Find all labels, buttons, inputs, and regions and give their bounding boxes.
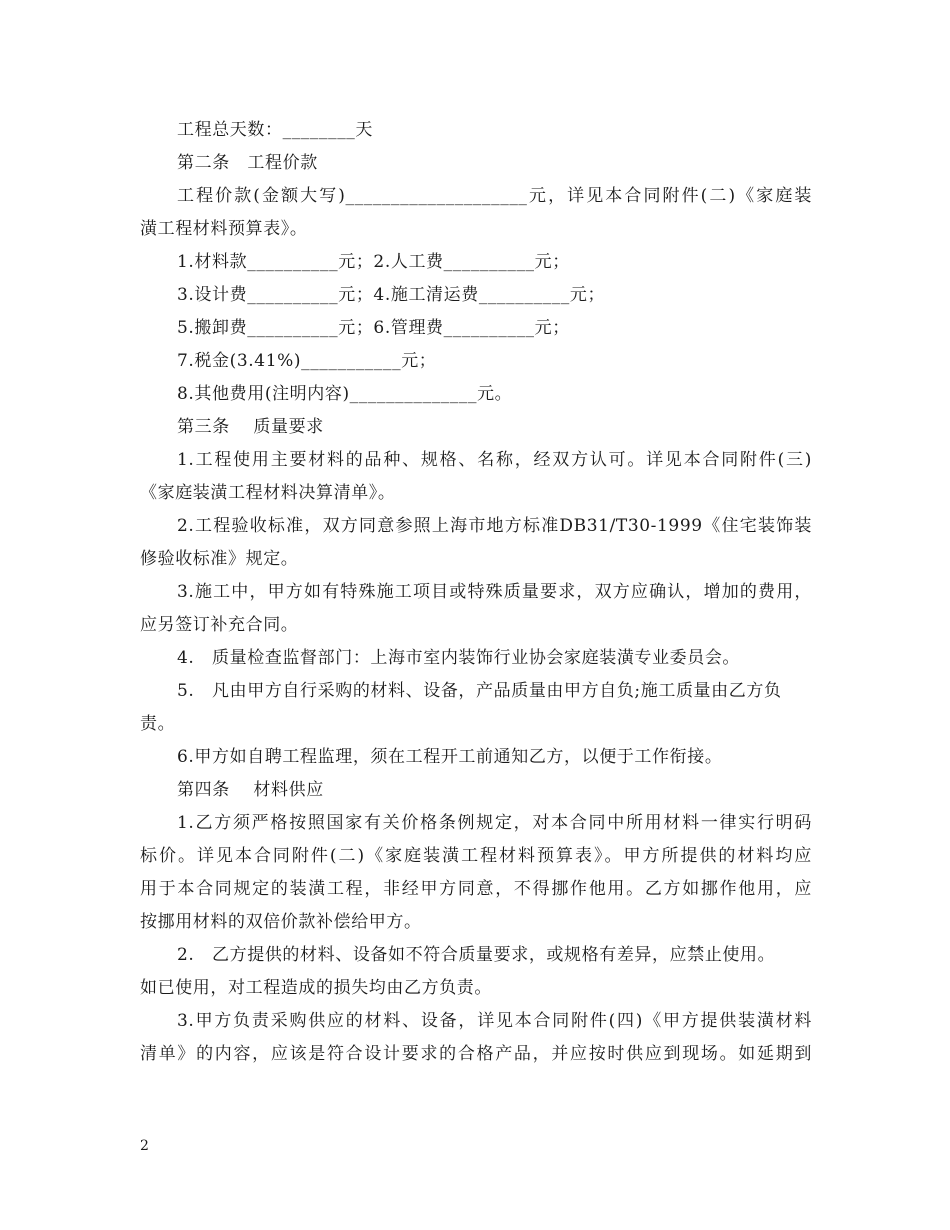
text-line: 潢工程材料预算表》。 <box>140 219 308 239</box>
text-line: 1.乙方须严格按照国家有关价格条例规定，对本合同中所用材料一律实行明码 <box>177 813 812 833</box>
text-line: 清单》的内容，应该是符合设计要求的合格产品，并应按时供应到现场。如延期到 <box>140 1044 812 1064</box>
text-line: 标价。详见本合同附件(二)《家庭装潢工程材料预算表》。甲方所提供的材料均应 <box>140 846 812 866</box>
text-line: 第三条 质量要求 <box>177 417 324 437</box>
text-line: 3.甲方负责采购供应的材料、设备，详见本合同附件(四)《甲方提供装潢材料 <box>177 1011 812 1031</box>
text-line: 修验收标准》规定。 <box>140 549 299 569</box>
text-line: 2. 乙方提供的材料、设备如不符合质量要求，或规格有差异，应禁止使用。 <box>177 945 776 965</box>
text-line: 5. 凡由甲方自行采购的材料、设备，产品质量由甲方自负;施工质量由乙方负 <box>177 681 782 701</box>
text-line: 责。 <box>140 714 176 734</box>
text-line: 1.材料款__________元；2.人工费__________元； <box>177 252 570 272</box>
text-line: 第四条 材料供应 <box>177 780 324 800</box>
text-line: 工程价款(金额大写)____________________元，详见本合同附件(二)《家庭装 <box>177 186 812 206</box>
text-line: 如已使用，对工程造成的损失均由乙方负责。 <box>140 978 492 998</box>
text-line: 工程总天数：________天 <box>177 120 373 140</box>
text-line: 1.工程使用主要材料的品种、规格、名称，经双方认可。详见本合同附件(三) <box>177 450 812 470</box>
document-body <box>140 114 812 1071</box>
text-line: 第二条 工程价款 <box>177 153 318 173</box>
text-line: 7.税金(3.41%)___________元； <box>177 351 437 371</box>
text-line: 5.搬卸费__________元；6.管理费__________元； <box>177 318 570 338</box>
text-line: 8.其他费用(注明内容)______________元。 <box>177 384 513 404</box>
text-line: 2.工程验收标准，双方同意参照上海市地方标准DB31/T30-1999《住宅装饰装 <box>177 516 812 536</box>
text-line: 6.甲方如自聘工程监理，须在工程开工前通知乙方，以便于工作衔接。 <box>177 747 723 767</box>
text-line: 按挪用材料的双倍价款补偿给甲方。 <box>140 912 422 932</box>
text-line: 《家庭装潢工程材料决算清单》。 <box>140 483 396 503</box>
page-number: 2 <box>140 1138 149 1154</box>
text-line: 用于本合同规定的装潢工程，非经甲方同意，不得挪作他用。乙方如挪作他用，应 <box>140 879 812 899</box>
text-line: 应另签订补充合同。 <box>140 615 299 635</box>
text-line: 3.设计费__________元；4.施工清运费__________元； <box>177 285 606 305</box>
text-line: 3.施工中，甲方如有特殊施工项目或特殊质量要求，双方应确认，增加的费用， <box>177 582 812 602</box>
text-line: 4. 质量检查监督部门：上海市室内装饰行业协会家庭装潢专业委员会。 <box>177 648 741 668</box>
